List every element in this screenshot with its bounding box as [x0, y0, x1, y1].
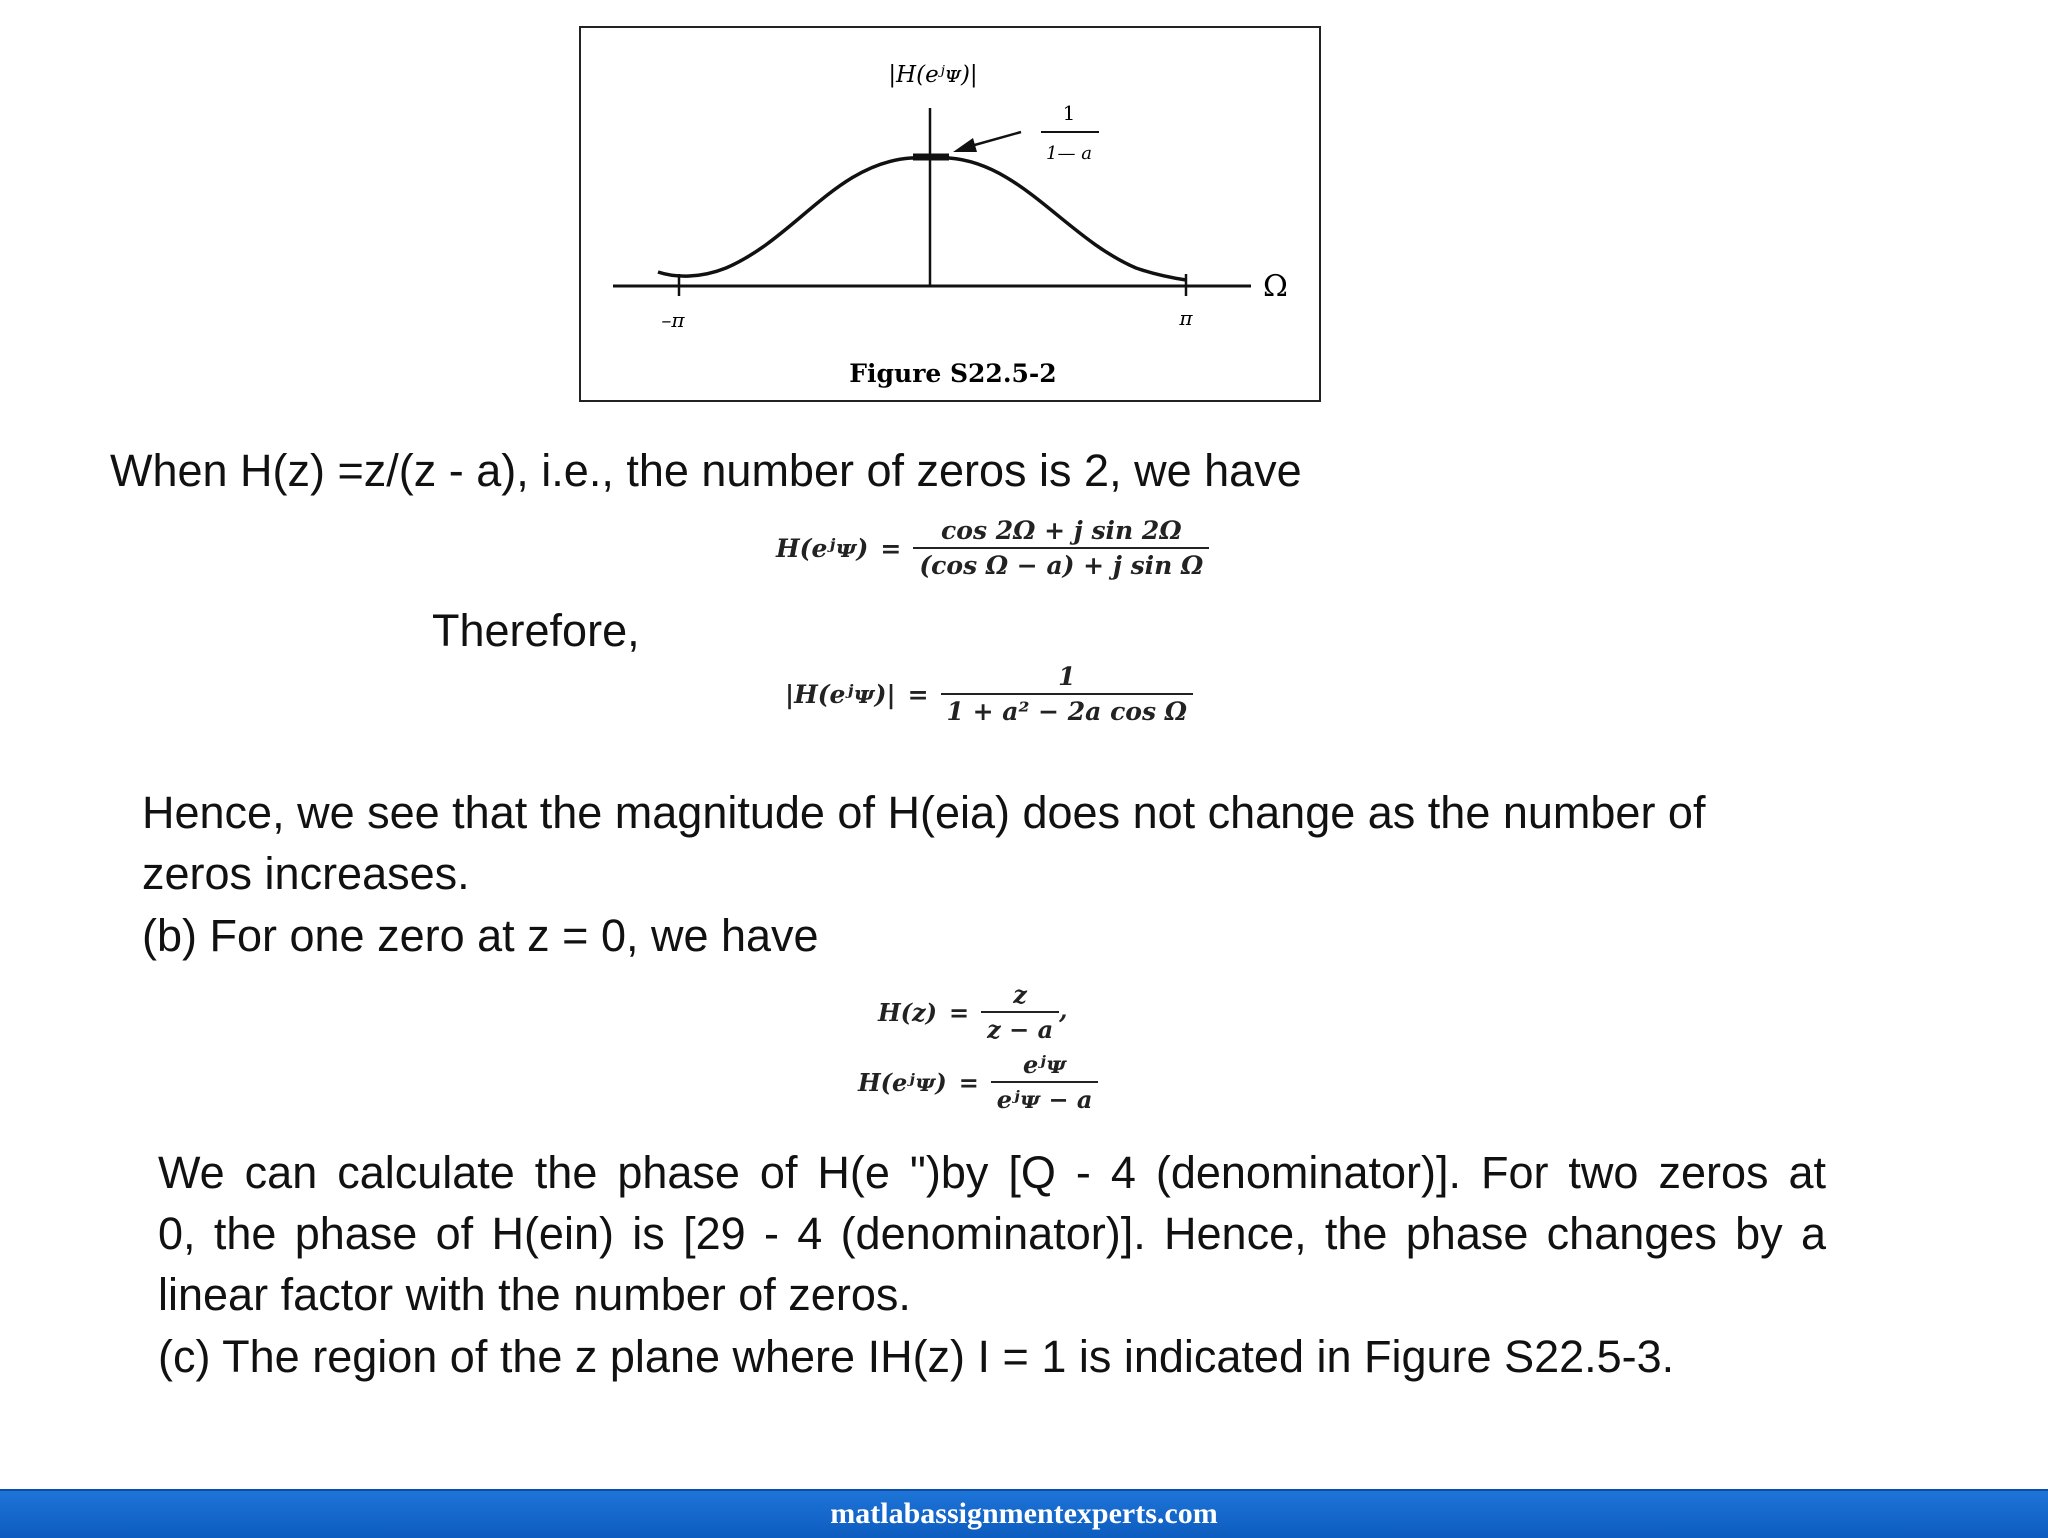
eq3-numerator: z — [1013, 980, 1027, 1009]
text-therefore: Therefore, — [432, 605, 640, 656]
figure-s22-5-2 — [579, 26, 1321, 402]
equation-h-two-zeros: H(eʲᴪ) = $\frac{\text{cos 2Ω + j sin 2Ω}}{\text{(cos Ω − a) + j sin Ω}}$ — [776, 516, 1209, 580]
equation-magnitude: |H(eʲᴪ)| = $\frac{1}{\text{1 + a² − 2a cos Ω}}$ — [785, 662, 1193, 726]
text-calc-line3: linear factor with the number of zeros. — [158, 1269, 911, 1320]
peak-label-denominator: 1— a — [1046, 143, 1092, 164]
text-part-b: (b) For one zero at z = 0, we have — [142, 910, 819, 961]
eq1-denominator: (cos Ω − a) + j sin Ω — [913, 547, 1209, 580]
eq2-denominator: 1 + a² − 2a cos Ω — [941, 693, 1193, 726]
figure-caption: Figure S22.5-2 — [849, 359, 1057, 388]
text-part-c: (c) The region of the z plane where IH(z) I = 1 is indicated in Figure S22.5-3. — [158, 1331, 1675, 1382]
text-hence-line1: Hence, we see that the magnitude of H(eia) does not change as the number of — [142, 787, 1706, 838]
text-calc-line1: We can calculate the phase of H(e ")by [Q - 4 (denominator)]. For two zeros at — [158, 1147, 1826, 1198]
magnitude-response-plot — [581, 28, 1319, 400]
eq1-numerator: cos 2Ω + j sin 2Ω — [941, 516, 1182, 545]
eq4-denominator: eʲᴪ − a — [991, 1081, 1099, 1114]
y-axis-label: |H(eʲᴪ)| — [888, 62, 978, 88]
eq2-lhs: |H(eʲᴪ)| — [785, 679, 896, 709]
tick-label-pi: π — [1179, 306, 1193, 330]
equation-h-one-zero: H(eʲᴪ) = $\frac{\text{eʲᴪ}}{\text{eʲᴪ − a}}$ — [858, 1050, 1098, 1114]
peak-arrow — [971, 132, 1021, 146]
eq4-lhs: H(eʲᴪ) — [858, 1067, 947, 1097]
eq1-lhs: H(eʲᴪ) — [776, 533, 869, 563]
text-hence-line2: zeros increases. — [142, 848, 470, 899]
peak-label-numerator: 1 — [1062, 101, 1076, 125]
eq3-lhs: H(z) — [878, 997, 938, 1027]
text-calc-line2: 0, the phase of H(ein) is [29 - 4 (denominator)]. Hence, the phase changes by a — [158, 1208, 1826, 1259]
text-two-zeros: When H(z) =z/(z - a), i.e., the number of zeros is 2, we have — [110, 445, 1302, 496]
footer-banner — [0, 1489, 2048, 1538]
eq3-denominator: z − a — [981, 1011, 1059, 1044]
tick-label-minus-pi: –π — [661, 308, 685, 332]
x-axis-label: Ω — [1263, 269, 1288, 304]
equation-h-z: H(z) = $\frac{z}{z - a}$ , — [878, 980, 1068, 1044]
footer-site-link[interactable]: matlabassignmentexperts.com — [830, 1497, 1218, 1530]
peak-arrow-head — [953, 138, 977, 152]
eq2-numerator: 1 — [1058, 662, 1076, 691]
magnitude-curve — [658, 158, 1186, 280]
eq4-numerator: eʲᴪ — [1022, 1050, 1067, 1079]
